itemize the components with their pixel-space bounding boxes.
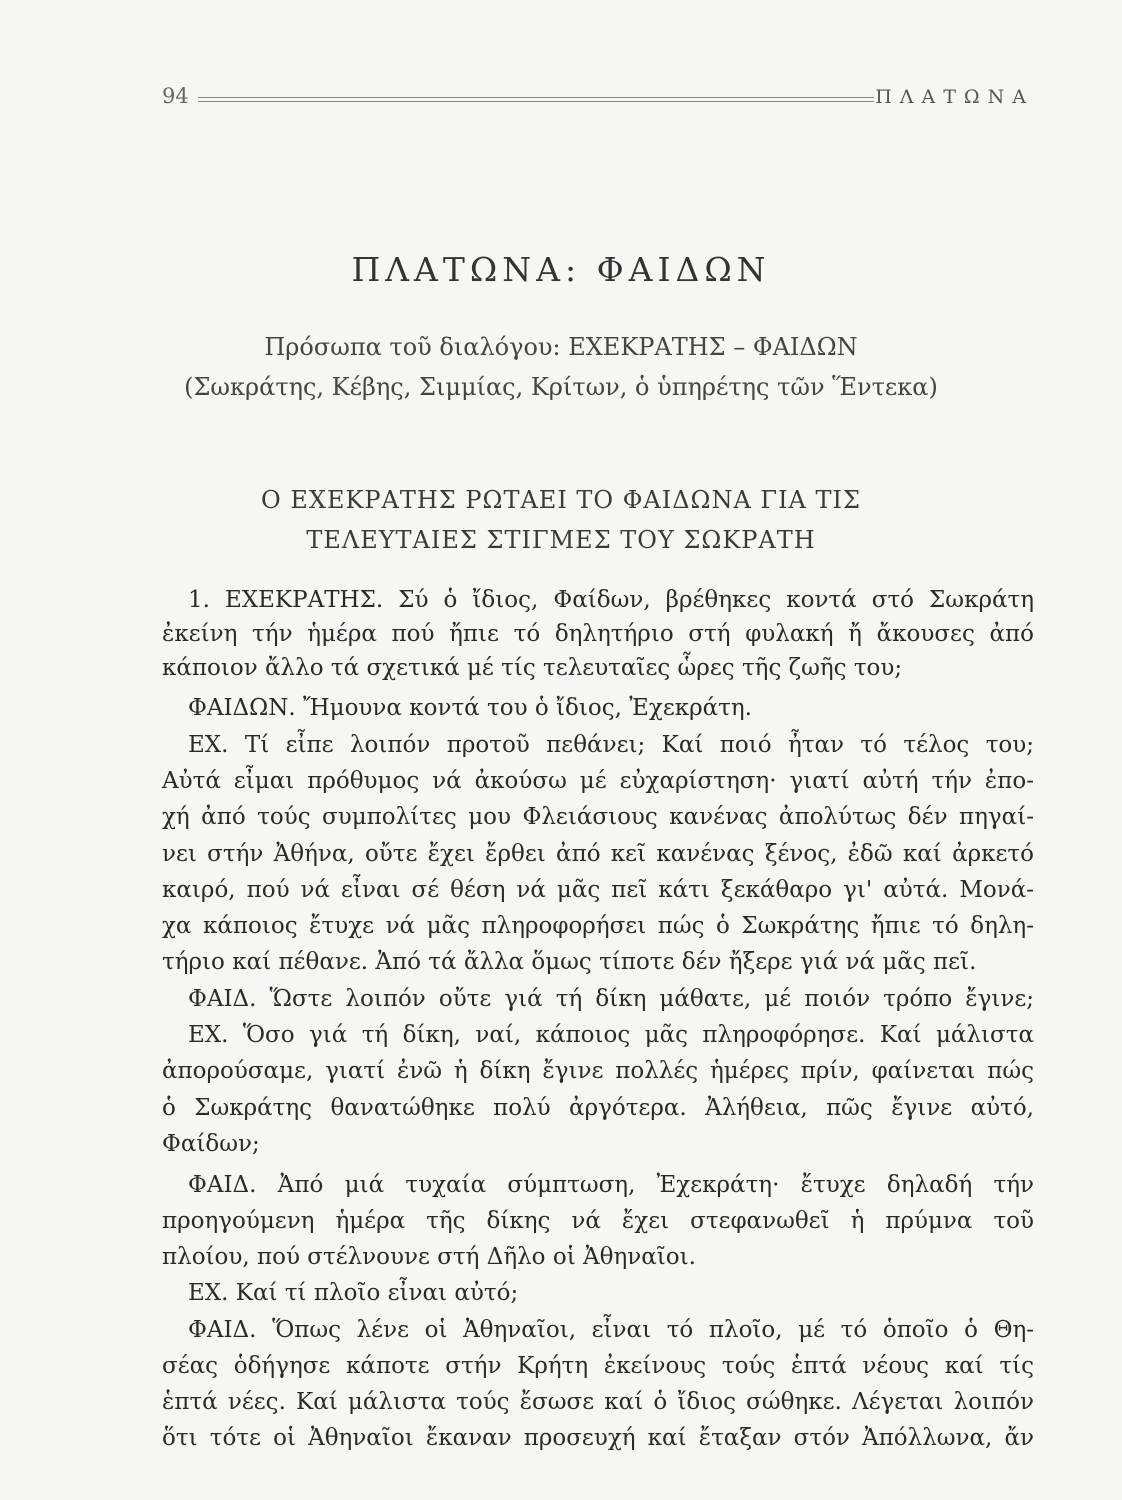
dialogue-persons: Πρόσωπα τοῦ διαλόγου: ΕΧΕΚΡΑΤΗΣ – ΦΑΙΔΩΝ	[264, 333, 858, 361]
body-line: χή ἀπό τούς συμπολίτες μου Φλειάσιους κανένας ἀπολύτως δέν πηγαί-	[162, 804, 1034, 830]
section-heading-line-2: ΤΕΛΕΥΤΑΙΕΣ ΣΤΙΓΜΕΣ ΤΟΥ ΣΩΚΡΑΤΗ	[306, 526, 816, 554]
page-title: ΠΛΑΤΩΝΑ: ΦΑΙΔΩΝ	[351, 250, 771, 289]
running-title: ΠΛΑΤΩΝΑ	[875, 86, 1034, 108]
page-number: 94	[162, 84, 189, 108]
section-heading-line-1: Ο ΕΧΕΚΡΑΤΗΣ ΡΩΤΑΕΙ ΤΟ ΦΑΙΔΩΝΑ ΓΙΑ ΤΙΣ	[261, 486, 861, 514]
body-line: χα κάποιος ἔτυχε νά μᾶς πληροφορήσει πώς ὁ Σωκράτης ἤπιε τό δηλη-	[162, 913, 1034, 939]
body-line: τήριο καί πέθανε. Ἀπό τά ἄλλα ὅμως τίποτε δέν ἤξερε γιά νά μᾶς πεῖ.	[162, 949, 977, 975]
body-line: ὁ Σωκράτης θανατώθηκε πολύ ἀργότερα. Ἀλήθεια, πῶς ἔγινε αὐτό,	[162, 1095, 1034, 1121]
body-line: ἐκείνη τήν ἡμέρα πού ἤπιε τό δηλητήριο στή φυλακή ἤ ἄκουσες ἀπό	[162, 621, 1034, 647]
body-line: προηγούμενη ἡμέρα τῆς δίκης νά ἔχει στεφανωθεῖ ἡ πρύμνα τοῦ	[162, 1208, 1034, 1234]
body-line: καιρό, πού νά εἶναι σέ θέση νά μᾶς πεῖ κάτι ξεκάθαρο γι' αὐτά. Μονά-	[162, 877, 1034, 903]
body-line: ἑπτά νέες. Καί μάλιστα τούς ἔσωσε καί ὁ ἴδιος σώθηκε. Λέγεται λοιπόν	[162, 1389, 1034, 1415]
body-line: Φαίδων;	[162, 1131, 260, 1157]
body-line: ΕΧ. Τί εἶπε λοιπόν προτοῦ πεθάνει; Καί ποιό ἦταν τό τέλος του;	[188, 732, 1034, 758]
body-line: πλοίου, πού στέλνουνε στή Δῆλο οἱ Ἀθηναῖοι.	[162, 1244, 696, 1270]
body-line: 1. ΕΧΕΚΡΑΤΗΣ. Σύ ὁ ἴδιος, Φαίδων, βρέθηκες κοντά στό Σωκράτη	[188, 587, 1034, 613]
body-line: ΕΧ. Ὅσο γιά τή δίκη, ναί, κάποιος μᾶς πληροφόρησε. Καί μάλιστα	[188, 1022, 1034, 1048]
body-line: νει στήν Ἀθήνα, οὔτε ἔχει ἔρθει ἀπό κεῖ κανένας ξένος, ἐδῶ καί ἀρκετό	[162, 841, 1034, 867]
body-line: ΦΑΙΔ. Ὅπως λένε οἱ Ἀθηναῖοι, εἶναι τό πλοῖο, μέ τό ὁποῖο ὁ Θη-	[188, 1317, 1034, 1343]
body-line: ΦΑΙΔ. Ὥστε λοιπόν οὔτε γιά τή δίκη μάθατε, μέ ποιόν τρόπο ἔγινε;	[188, 986, 1034, 1012]
running-head	[162, 84, 1034, 114]
body-line: ΕΧ. Καί τί πλοῖο εἶναι αὐτό;	[188, 1280, 519, 1306]
body-line: σέας ὁδήγησε κάποτε στήν Κρήτη ἐκείνους τούς ἑπτά νέους καί τίς	[162, 1353, 1034, 1379]
body-line: Αὐτά εἶμαι πρόθυμος νά ἀκούσω μέ εὐχαρίστηση· γιατί αὐτή τήν ἐπο-	[162, 768, 1034, 794]
dialogue-characters: (Σωκράτης, Κέβης, Σιμμίας, Κρίτων, ὁ ὑπηρέτης τῶν Ἕντεκα)	[184, 373, 938, 401]
body-line: ὅτι τότε οἱ Ἀθηναῖοι ἔκαναν προσευχή καί ἔταξαν στόν Ἀπόλλωνα, ἄν	[162, 1425, 1034, 1451]
body-line: κάποιον ἄλλο τά σχετικά μέ τίς τελευταῖες ὧρες τῆς ζωῆς του;	[162, 655, 903, 681]
body-line: ΦΑΙΔ. Ἀπό μιά τυχαία σύμπτωση, Ἐχεκράτη· ἔτυχε δηλαδή τήν	[188, 1172, 1034, 1198]
body-line: ἀπορούσαμε, γιατί ἐνῶ ἡ δίκη ἔγινε πολλές ἡμέρες πρίν, φαίνεται πώς	[162, 1058, 1034, 1084]
body-line: ΦΑΙΔΩΝ. Ἤμουνα κοντά του ὁ ἴδιος, Ἐχεκράτη.	[188, 695, 752, 721]
header-rule	[198, 97, 874, 102]
